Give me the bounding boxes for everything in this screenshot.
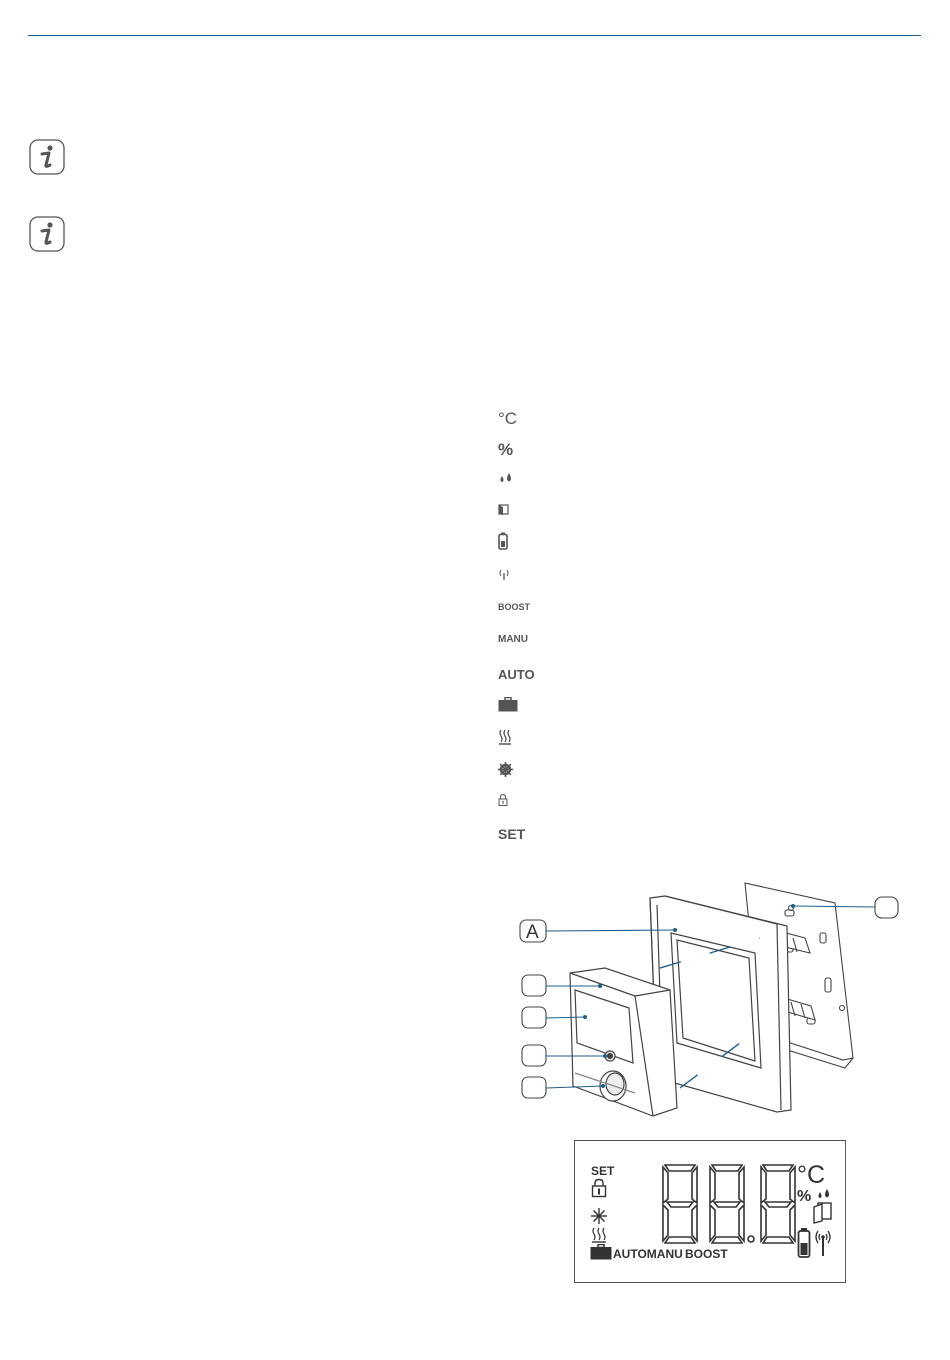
lcd-briefcase-icon [590, 1244, 612, 1260]
lcd-battery-icon [797, 1227, 811, 1259]
callout-a-label: A [526, 922, 539, 943]
lcd-lock-icon [591, 1178, 607, 1198]
lcd-antenna-icon [813, 1229, 833, 1257]
lcd-window-icon [813, 1202, 833, 1224]
device-exploded-figure [515, 878, 905, 1123]
lcd-display-diagram [574, 1140, 846, 1283]
lcd-humidity-drops-icon [816, 1188, 832, 1202]
lcd-boost-label: BOOST [685, 1247, 728, 1261]
thermostat-device [570, 968, 677, 1116]
lcd-snowflake-icon [591, 1208, 607, 1224]
lcd-percent: % [797, 1188, 812, 1205]
lcd-set-label: SET [591, 1164, 615, 1178]
boost-label: BOOST [498, 602, 531, 612]
info-icon [29, 216, 65, 252]
auto-label: AUTO [498, 667, 535, 682]
window-open-icon [498, 504, 510, 516]
lock-icon [498, 794, 508, 806]
frost-snowflake-icon [498, 762, 513, 777]
header-rule [28, 35, 921, 36]
radio-antenna-icon [498, 569, 510, 580]
set-label: SET [498, 826, 526, 842]
battery-icon [498, 532, 508, 550]
lcd-automanu-label: AUTOMANU [613, 1247, 683, 1261]
lcd-heating-icon [591, 1227, 607, 1243]
humidity-drops-icon [498, 472, 514, 486]
info-icon [29, 139, 65, 175]
lcd-digits [659, 1163, 799, 1245]
percent-symbol: % [498, 440, 514, 459]
briefcase-icon [498, 697, 518, 712]
lcd-celsius: °C [797, 1161, 826, 1189]
celsius-symbol: °C [498, 409, 518, 428]
manu-label: MANU [498, 634, 528, 645]
heating-icon [498, 729, 512, 745]
